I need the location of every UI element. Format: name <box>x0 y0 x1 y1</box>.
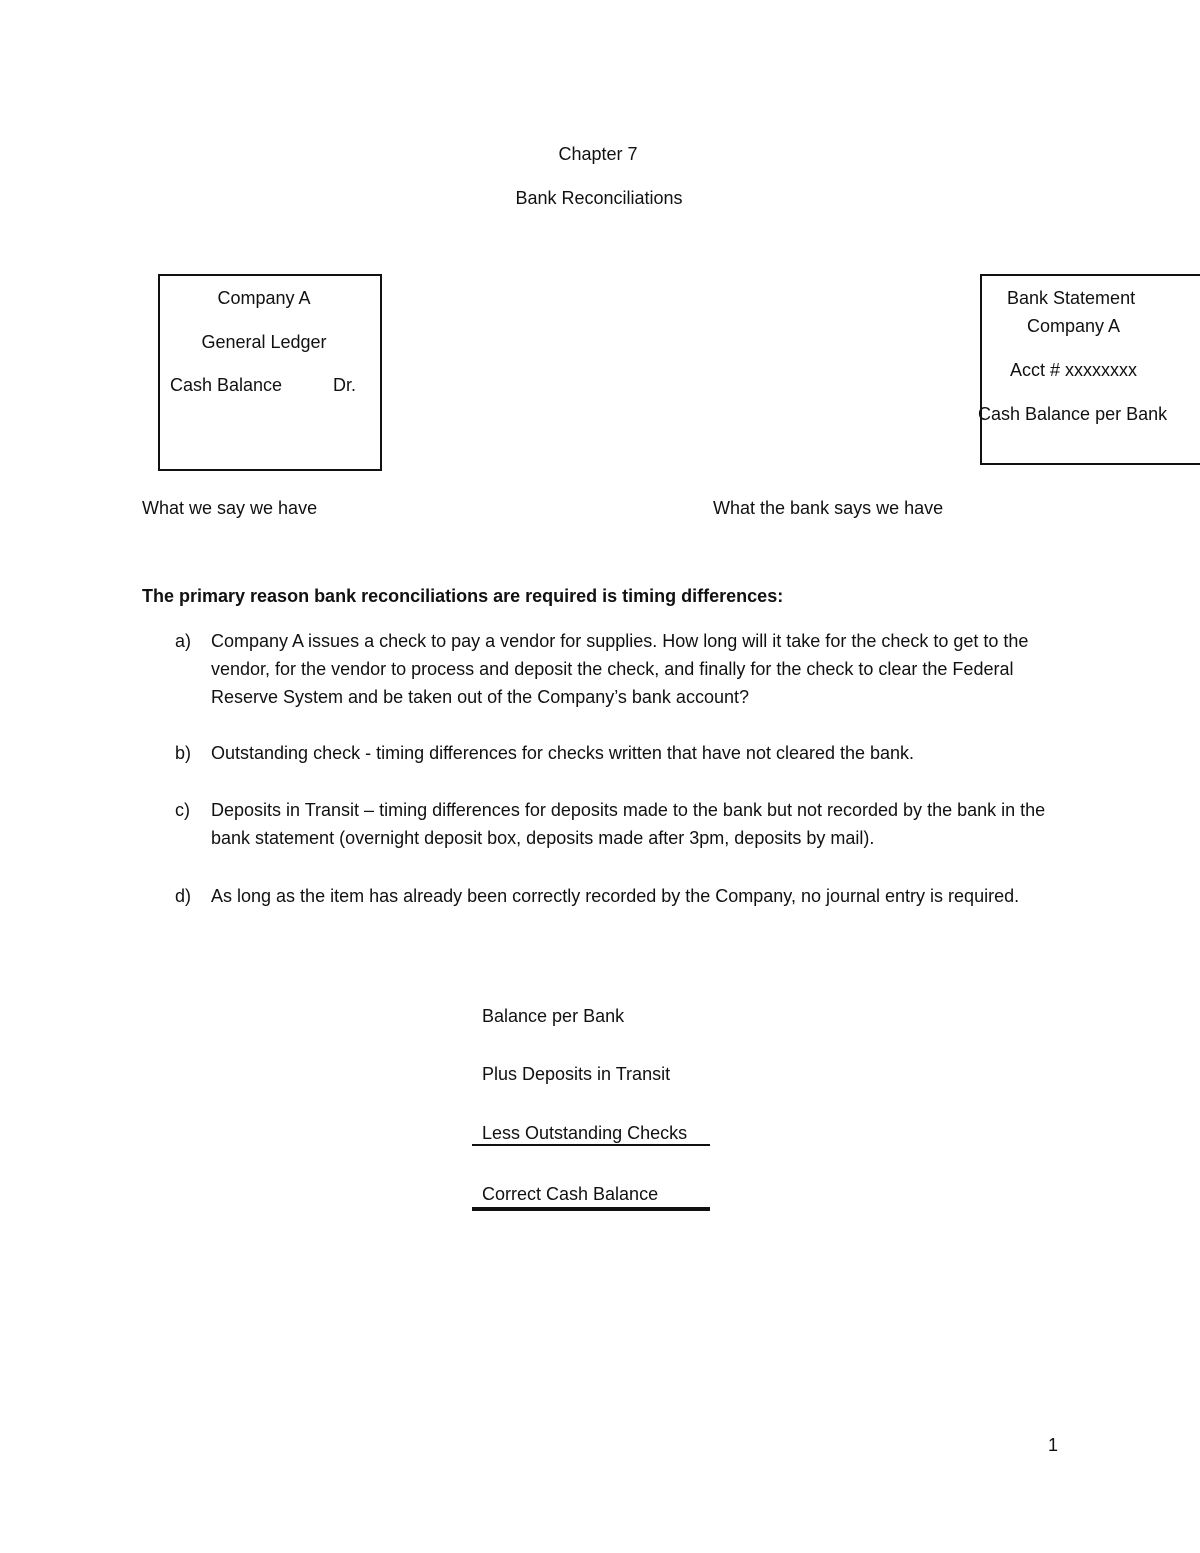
bank-statement-box <box>980 274 1200 465</box>
caption-what-we-say: What we say we have <box>142 498 318 518</box>
ledger-title-label: General Ledger <box>201 332 327 352</box>
bank-statement-label: Bank Statement <box>1007 288 1136 308</box>
bank-cash-balance-label: Cash Balance per Bank <box>978 404 1168 424</box>
ledger-debit-label: Dr. <box>333 375 357 395</box>
ledger-cash-balance-label: Cash Balance <box>170 375 283 395</box>
total-rule <box>472 1207 710 1211</box>
list-item-text: Company A issues a check to pay a vendor for supplies. How long will it take for the check to get to the vendor, for the vendor to process and deposit the check, and finally for the check to clear the Federal Reserve System and be taken out of the Company’s bank account? <box>211 631 1029 707</box>
list-item-letter: a) <box>175 631 192 651</box>
list-item-letter: b) <box>175 743 192 763</box>
caption-what-bank-says: What the bank says we have <box>713 498 944 518</box>
plus-deposits-label: Plus Deposits in Transit <box>482 1064 671 1084</box>
ledger-company-label: Company A <box>217 288 311 308</box>
correct-cash-balance-label: Correct Cash Balance <box>482 1184 659 1204</box>
chapter-label: Chapter 7 <box>558 144 638 164</box>
balance-per-bank-label: Balance per Bank <box>482 1006 625 1026</box>
list-item-letter: c) <box>175 800 190 820</box>
bank-account-number: Acct # xxxxxxxx <box>1010 360 1138 380</box>
list-item-text: Outstanding check - timing differences for checks written that have not cleared the bank. <box>211 743 915 763</box>
subtotal-rule <box>472 1144 710 1146</box>
page-number: 1 <box>1048 1435 1059 1455</box>
list-item-text: As long as the item has already been correctly recorded by the Company, no journal entry is required. <box>211 886 1020 906</box>
reasons-heading: The primary reason bank reconciliations are required is timing differences: <box>142 586 784 606</box>
general-ledger-box <box>158 274 382 471</box>
page-title: Bank Reconciliations <box>515 188 683 208</box>
list-item-text: Deposits in Transit – timing differences for deposits made to the bank but not recorded by the bank in the bank statement (overnight deposit box, deposits made after 3pm, deposits by mail). <box>211 800 1046 848</box>
less-outstanding-label: Less Outstanding Checks <box>482 1123 688 1143</box>
bank-company-label: Company A <box>1027 316 1121 336</box>
list-item-letter: d) <box>175 886 192 906</box>
